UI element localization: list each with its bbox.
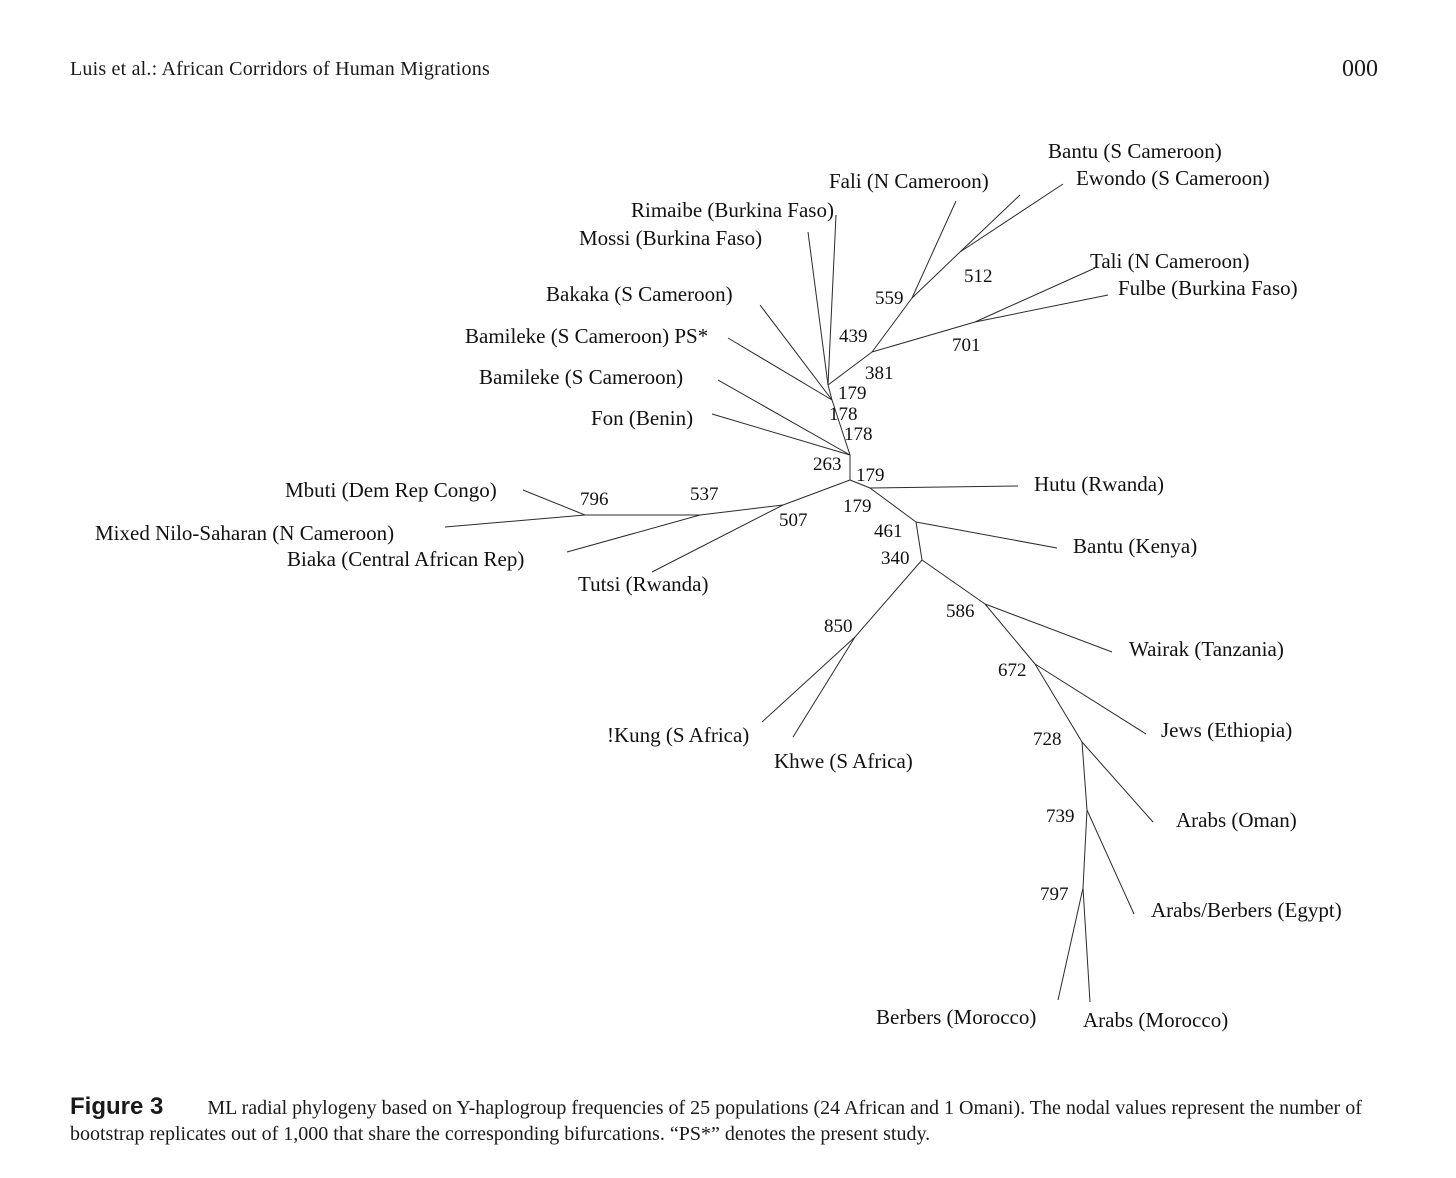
tree-branch: [922, 560, 985, 604]
taxon-label: Bantu (Kenya): [1073, 534, 1198, 558]
tree-branch: [808, 232, 828, 385]
tree-branch: [916, 522, 1057, 548]
bootstrap-value: 179: [856, 465, 885, 486]
bootstrap-value: 381: [865, 363, 894, 384]
tree-branch: [855, 560, 922, 637]
taxon-label: Bamileke (S Cameroon) PS*: [465, 324, 709, 348]
tree-branch: [960, 184, 1063, 252]
tree-branch: [916, 522, 922, 560]
tree-branch: [975, 268, 1095, 322]
taxon-label: Bantu (S Cameroon): [1048, 139, 1222, 163]
taxon-label: Hutu (Rwanda): [1034, 472, 1165, 496]
bootstrap-value: 263: [813, 454, 842, 475]
tree-branch: [985, 604, 1112, 652]
tree-branch: [828, 215, 836, 385]
tree-branch: [567, 515, 700, 552]
bootstrap-value: 439: [839, 326, 868, 347]
taxon-label: Arabs (Morocco): [1083, 1008, 1229, 1032]
bootstrap-value: 701: [952, 335, 981, 356]
bootstrap-value: 537: [690, 484, 719, 505]
tree-branch: [1082, 742, 1153, 822]
figure-caption-text: ML radial phylogeny based on Y-haplogroup frequencies of 25 populations (24 African and 1 Omani). The nodal values represent the number of bootstrap replicates out of 1,000 that share the corresponding bifurcations. “PS*” denotes the present study.: [70, 1097, 1362, 1145]
taxon-label: Berbers (Morocco): [876, 1005, 1037, 1029]
tree-branch: [760, 305, 832, 400]
bootstrap-value: 178: [844, 424, 873, 445]
taxon-label: Fali (N Cameroon): [829, 169, 989, 193]
taxon-label: Fon (Benin): [591, 406, 694, 430]
bootstrap-value: 179: [843, 496, 872, 517]
taxon-label: Ewondo (S Cameroon): [1076, 166, 1270, 190]
tree-branch: [523, 490, 585, 515]
tree-branch: [912, 201, 956, 298]
tree-branch: [960, 195, 1020, 252]
taxon-label: Arabs/Berbers (Egypt): [1151, 898, 1342, 922]
tree-branch: [975, 295, 1108, 322]
bootstrap-value: 739: [1046, 806, 1075, 827]
tree-branch: [783, 480, 850, 505]
figure-label: Figure 3: [70, 1093, 164, 1120]
taxon-label: Arabs (Oman): [1176, 808, 1297, 832]
taxon-label: Biaka (Central African Rep): [287, 547, 525, 571]
tree-branch: [870, 486, 1018, 488]
taxon-label: Wairak (Tanzania): [1129, 637, 1284, 661]
bootstrap-value: 850: [824, 616, 853, 637]
taxon-label: Tutsi (Rwanda): [578, 572, 709, 596]
tree-branch: [912, 252, 960, 298]
bootstrap-value: 461: [874, 521, 903, 542]
tree-branch: [700, 505, 783, 515]
bootstrap-value: 340: [881, 548, 910, 569]
bootstrap-value: 512: [964, 266, 993, 287]
bootstrap-value: 672: [998, 660, 1027, 681]
taxon-label: Rimaibe (Burkina Faso): [631, 198, 834, 222]
tree-branch: [762, 637, 855, 722]
tree-branch: [1087, 810, 1134, 914]
tree-branch: [870, 488, 916, 522]
taxon-label: Jews (Ethiopia): [1161, 718, 1293, 742]
taxon-label: Fulbe (Burkina Faso): [1118, 276, 1298, 300]
bootstrap-value: 507: [779, 510, 808, 531]
running-head: Luis et al.: African Corridors of Human Migrations: [70, 58, 490, 80]
bootstrap-value: 559: [875, 288, 904, 309]
bootstrap-value: 586: [946, 601, 975, 622]
taxon-label: Mixed Nilo-Saharan (N Cameroon): [95, 521, 395, 545]
bootstrap-value: 728: [1033, 729, 1062, 750]
tree-branch: [1083, 888, 1090, 1002]
bootstrap-value: 797: [1040, 884, 1069, 905]
tree-labels: [95, 139, 1342, 1032]
figure-caption: [70, 1094, 1390, 1147]
bootstrap-value: 178: [829, 404, 858, 425]
taxon-label: Bamileke (S Cameroon): [479, 365, 684, 389]
taxon-label: !Kung (S Africa): [607, 723, 750, 747]
taxon-label: Khwe (S Africa): [774, 749, 913, 773]
taxon-label: Bakaka (S Cameroon): [546, 282, 733, 306]
tree-branch: [728, 338, 832, 400]
bootstrap-value: 796: [580, 489, 609, 510]
page-number: 000: [1342, 56, 1378, 82]
tree-branch: [1082, 742, 1087, 810]
tree-branches: [445, 184, 1153, 1002]
taxon-label: Mossi (Burkina Faso): [579, 226, 763, 250]
tree-branch: [1083, 810, 1087, 888]
taxon-label: Tali (N Cameroon): [1090, 249, 1250, 273]
taxon-label: Mbuti (Dem Rep Congo): [285, 478, 497, 502]
tree-branch: [445, 515, 585, 527]
tree-branch: [793, 637, 855, 737]
bootstrap-value: 179: [838, 383, 867, 404]
tree-branch: [1035, 664, 1146, 734]
